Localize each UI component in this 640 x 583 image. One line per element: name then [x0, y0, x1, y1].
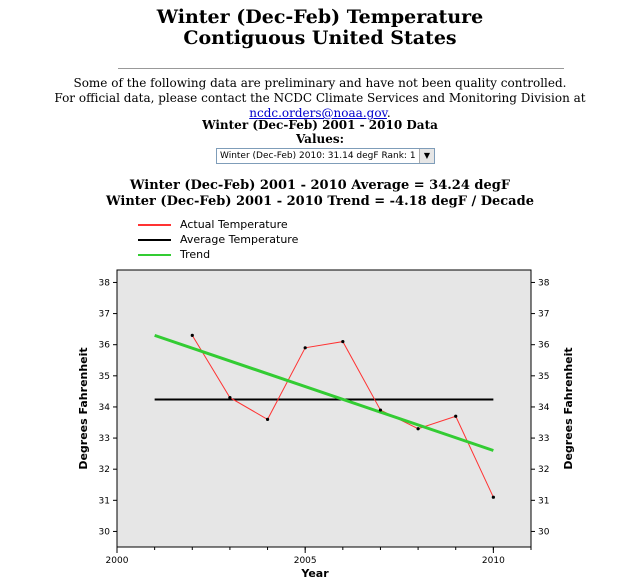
y-tick-label-left: 37 [98, 309, 110, 320]
y-tick-label-right: 36 [538, 340, 550, 351]
contact-notice [0, 91, 640, 121]
data-point [379, 408, 382, 411]
data-point [304, 346, 307, 349]
dropdown-arrow-icon[interactable]: ▼ [419, 149, 434, 163]
y-axis-label-left: Degrees Fahrenheit [77, 347, 90, 470]
preliminary-notice: Some of the following data are preliminary and have not been quality controlled. [73, 76, 567, 90]
data-heading: Winter (Dec-Feb) 2001 - 2010 Data [202, 118, 438, 132]
x-tick-label: 2005 [293, 556, 317, 566]
data-point [266, 418, 269, 421]
y-tick-label-right: 37 [538, 309, 550, 320]
temperature-chart [0, 262, 640, 583]
y-tick-label-right: 33 [538, 434, 550, 445]
contact-suffix: . [386, 106, 391, 120]
data-point [492, 496, 495, 499]
x-tick-label: 2010 [481, 556, 505, 566]
plot-area [117, 270, 531, 547]
y-tick-label-right: 35 [538, 371, 550, 382]
y-tick-label-left: 31 [98, 496, 110, 507]
y-tick-label-left: 36 [98, 340, 110, 351]
contact-text: For official data, please contact the NCDC Climate Services and Monitoring Division at [54, 91, 586, 105]
y-tick-label-left: 38 [98, 278, 110, 289]
y-tick-label-left: 34 [98, 402, 110, 413]
email-link[interactable]: ncdc.orders@noaa.gov [249, 106, 387, 120]
x-tick-label: 2000 [105, 556, 129, 566]
legend-actual-label: Actual Temperature [180, 218, 288, 231]
legend-trend-swatch [138, 254, 171, 256]
page-title-line1: Winter (Dec-Feb) Temperature [156, 6, 484, 28]
legend-average-swatch [138, 239, 171, 241]
data-point [191, 334, 194, 337]
y-tick-label-right: 34 [538, 402, 550, 413]
trend-stat: Winter (Dec-Feb) 2001 - 2010 Trend = -4.18 degF / Decade [106, 194, 534, 209]
y-tick-label-left: 32 [98, 465, 110, 476]
select-value: Winter (Dec-Feb) 2010: 31.14 degF Rank: 1 [220, 151, 416, 161]
data-point [228, 396, 231, 399]
divider [118, 68, 564, 69]
values-select[interactable] [216, 148, 435, 164]
legend-trend-label: Trend [180, 248, 211, 261]
y-tick-label-left: 30 [98, 527, 110, 538]
average-stat: Winter (Dec-Feb) 2001 - 2010 Average = 34.24 degF [129, 178, 511, 193]
values-label: Values: [295, 132, 345, 146]
data-point [454, 415, 457, 418]
y-tick-label-right: 38 [538, 278, 550, 289]
legend-average-label: Average Temperature [180, 233, 299, 246]
legend-actual-swatch [138, 224, 171, 226]
x-axis-label: Year [301, 567, 329, 580]
page-title-line2: Contiguous United States [183, 27, 457, 49]
data-point [416, 427, 419, 430]
y-tick-label-left: 35 [98, 371, 110, 382]
data-point [341, 340, 344, 343]
y-tick-label-left: 33 [98, 434, 110, 445]
y-tick-label-right: 31 [538, 496, 550, 507]
y-tick-label-right: 32 [538, 465, 550, 476]
y-tick-label-right: 30 [538, 527, 550, 538]
y-axis-label-right: Degrees Fahrenheit [562, 347, 575, 470]
